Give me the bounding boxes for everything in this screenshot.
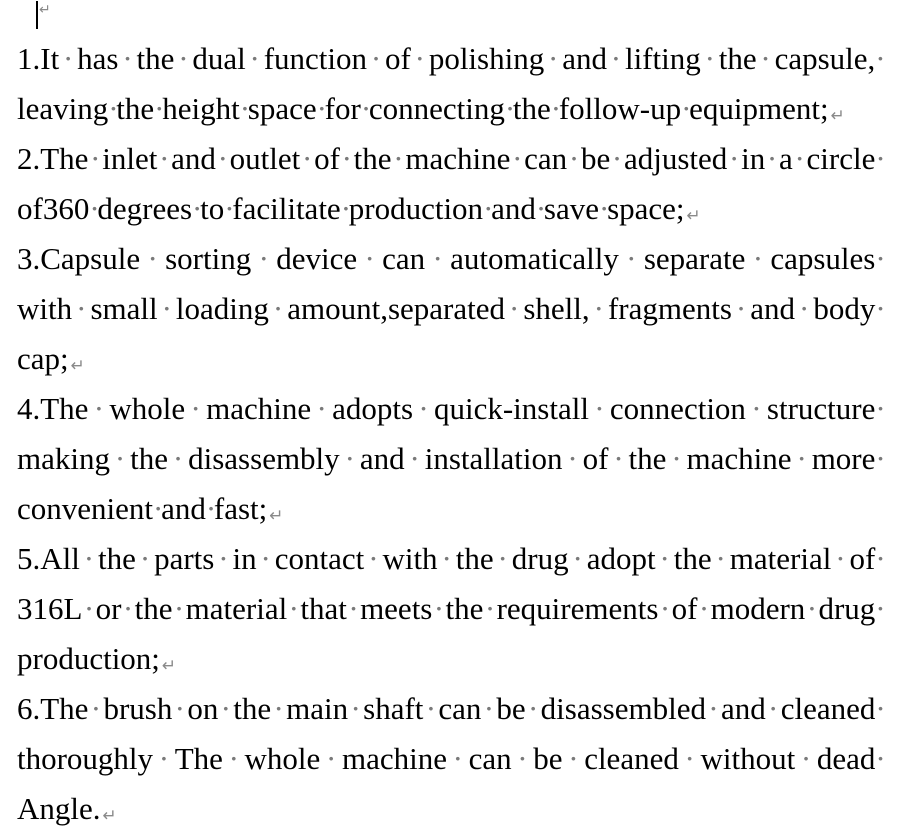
word: convenient xyxy=(17,491,154,526)
word: fast; xyxy=(213,491,268,526)
word: of xyxy=(849,541,876,576)
paragraph-mark-icon: ↵ xyxy=(70,356,85,376)
space-mark: · xyxy=(316,391,327,426)
space-mark: · xyxy=(158,741,170,776)
space-mark: · xyxy=(766,141,778,176)
word: making xyxy=(17,441,110,476)
space-mark: · xyxy=(698,591,710,626)
space-mark: · xyxy=(418,391,429,426)
space-mark: · xyxy=(249,41,260,76)
word: cleaned xyxy=(780,691,876,726)
space-mark: · xyxy=(83,591,95,626)
word: of xyxy=(582,441,609,476)
space-mark: · xyxy=(593,291,604,326)
word: be xyxy=(496,691,526,726)
space-mark: · xyxy=(76,291,87,326)
word: of xyxy=(314,141,340,176)
word: to xyxy=(200,191,225,226)
paragraph-mark-icon: ↵ xyxy=(830,106,845,126)
word: be xyxy=(533,741,563,776)
word: or xyxy=(95,591,122,626)
space-mark: · xyxy=(217,141,228,176)
space-mark: · xyxy=(484,591,496,626)
space-mark: · xyxy=(875,291,886,326)
word: cleaned xyxy=(584,741,679,776)
space-mark: · xyxy=(139,541,151,576)
space-mark: · xyxy=(161,291,172,326)
word: quick-install xyxy=(433,391,589,426)
space-mark: · xyxy=(288,591,299,626)
word: 3.Capsule xyxy=(17,241,141,276)
space-mark: · xyxy=(751,391,762,426)
text-line[interactable] xyxy=(17,284,884,334)
space-mark: · xyxy=(517,741,528,776)
word: shaft xyxy=(363,691,424,726)
word: of xyxy=(671,591,698,626)
space-mark: · xyxy=(409,441,420,476)
word: meets xyxy=(360,591,433,626)
text-line[interactable] xyxy=(17,734,884,784)
word: can xyxy=(524,141,568,176)
word: drug xyxy=(818,591,876,626)
space-mark: · xyxy=(63,41,74,76)
space-mark: · xyxy=(93,391,105,426)
paragraph-mark-icon: ↵ xyxy=(269,506,284,526)
space-mark: · xyxy=(568,741,579,776)
paragraph-mark-icon: ↵ xyxy=(39,2,51,18)
word: disassembled xyxy=(540,691,706,726)
word: thoroughly xyxy=(17,741,154,776)
space-mark: · xyxy=(122,41,133,76)
space-mark: · xyxy=(659,541,670,576)
word: the xyxy=(673,541,712,576)
word: the xyxy=(116,91,155,126)
space-mark: · xyxy=(272,291,284,326)
space-mark: · xyxy=(568,141,580,176)
word: for xyxy=(324,91,361,126)
word: space; xyxy=(607,191,685,226)
space-mark: · xyxy=(599,191,610,226)
word: adopts xyxy=(332,391,414,426)
word: 5.All xyxy=(17,541,80,576)
word: and xyxy=(750,291,795,326)
space-mark: · xyxy=(684,741,695,776)
space-mark: · xyxy=(610,41,622,76)
text-line[interactable] xyxy=(17,534,884,584)
word: without xyxy=(700,741,796,776)
word: save xyxy=(543,191,600,226)
word: polishing xyxy=(428,41,545,76)
word: and xyxy=(161,491,206,526)
space-mark: · xyxy=(340,191,352,226)
word: leaving xyxy=(17,91,109,126)
word: parts xyxy=(154,541,215,576)
space-mark: · xyxy=(875,141,886,176)
space-mark: · xyxy=(414,41,425,76)
space-mark: · xyxy=(114,441,126,476)
word: dual xyxy=(192,41,246,76)
word: brush xyxy=(103,691,173,726)
space-mark: · xyxy=(806,591,818,626)
space-mark: · xyxy=(90,141,101,176)
space-mark: · xyxy=(708,691,719,726)
space-mark: · xyxy=(800,741,812,776)
space-mark: · xyxy=(224,191,235,226)
word: of xyxy=(385,41,411,76)
space-mark: · xyxy=(364,241,375,276)
word: and xyxy=(491,191,536,226)
word: the xyxy=(718,41,757,76)
word: the xyxy=(628,441,667,476)
word: device xyxy=(276,241,358,276)
word: with xyxy=(17,291,73,326)
word: the xyxy=(445,591,484,626)
word: the xyxy=(512,91,551,126)
word: Angle. xyxy=(17,791,101,826)
space-mark: · xyxy=(729,141,740,176)
space-mark: · xyxy=(348,591,359,626)
space-mark: · xyxy=(178,41,189,76)
word: the xyxy=(136,41,175,76)
space-mark: · xyxy=(173,591,185,626)
text-line[interactable] xyxy=(17,484,884,534)
word: outlet xyxy=(229,141,301,176)
space-mark: · xyxy=(432,241,443,276)
word: 4.The xyxy=(17,391,89,426)
text-line[interactable] xyxy=(17,34,884,84)
space-mark: · xyxy=(174,691,185,726)
space-mark: · xyxy=(611,141,623,176)
space-mark: · xyxy=(122,591,134,626)
paragraph-mark-icon: ↵ xyxy=(686,206,701,226)
word: can xyxy=(438,691,482,726)
space-mark: · xyxy=(154,91,165,126)
paragraph-mark-icon: ↵ xyxy=(102,806,117,826)
word: sorting xyxy=(165,241,252,276)
space-mark: · xyxy=(504,91,516,126)
word: drug xyxy=(511,541,569,576)
space-mark: · xyxy=(796,441,807,476)
space-mark: · xyxy=(83,541,95,576)
space-mark: · xyxy=(671,441,682,476)
word: the xyxy=(353,141,392,176)
space-mark: · xyxy=(681,91,692,126)
word: separate xyxy=(643,241,746,276)
space-mark: · xyxy=(835,541,846,576)
word: cap; xyxy=(17,341,69,376)
word: production; xyxy=(17,641,160,676)
space-mark: · xyxy=(483,191,494,226)
space-mark: · xyxy=(704,41,715,76)
word: height xyxy=(162,91,240,126)
word: lifting xyxy=(624,41,701,76)
space-mark: · xyxy=(368,541,379,576)
word: the xyxy=(455,541,494,576)
text-line[interactable] xyxy=(17,84,884,134)
word: adopt xyxy=(586,541,656,576)
word: can xyxy=(382,241,426,276)
word: that xyxy=(300,591,347,626)
word: adjusted xyxy=(623,141,728,176)
word: 2.The xyxy=(17,141,89,176)
word: in xyxy=(232,541,257,576)
text-line[interactable] xyxy=(17,584,884,634)
word: on xyxy=(187,691,219,726)
word: disassembly xyxy=(188,441,340,476)
space-mark: · xyxy=(341,141,352,176)
space-mark: · xyxy=(875,441,886,476)
space-mark: · xyxy=(425,691,437,726)
space-mark: · xyxy=(441,541,452,576)
word: and xyxy=(720,691,766,726)
space-mark: · xyxy=(218,541,229,576)
word: of360 xyxy=(17,191,90,226)
word: The xyxy=(174,741,223,776)
space-mark: · xyxy=(260,541,271,576)
text-line[interactable] xyxy=(17,384,884,434)
word: machine xyxy=(341,741,447,776)
space-mark: · xyxy=(190,391,201,426)
word: machine xyxy=(405,141,511,176)
space-mark: · xyxy=(205,491,217,526)
text-line[interactable] xyxy=(17,684,884,734)
word: has xyxy=(77,41,119,76)
space-mark: · xyxy=(548,41,559,76)
word: circle xyxy=(806,141,876,176)
word: function xyxy=(263,41,368,76)
word: connection xyxy=(609,391,746,426)
word: machine xyxy=(206,391,312,426)
word: 6.The xyxy=(17,691,89,726)
space-mark: · xyxy=(875,41,886,76)
word: whole xyxy=(244,741,321,776)
space-mark: · xyxy=(613,441,624,476)
word: 1.It xyxy=(17,41,60,76)
space-mark: · xyxy=(360,91,372,126)
paragraph-mark-icon: ↵ xyxy=(161,656,177,676)
word: material xyxy=(185,591,288,626)
word: body xyxy=(813,291,876,326)
word: more xyxy=(811,441,876,476)
word: and xyxy=(562,41,607,76)
text-line[interactable] xyxy=(17,234,884,284)
space-mark: · xyxy=(192,191,203,226)
space-mark: · xyxy=(258,241,269,276)
text-line[interactable] xyxy=(17,784,884,834)
word: degrees xyxy=(97,191,193,226)
space-mark: · xyxy=(302,141,313,176)
word: modern xyxy=(710,591,806,626)
word: the xyxy=(233,691,272,726)
space-mark: · xyxy=(273,691,284,726)
word: installation xyxy=(424,441,563,476)
word: whole xyxy=(109,391,186,426)
space-mark: · xyxy=(760,41,771,76)
word: amount,separated xyxy=(287,291,506,326)
space-mark: · xyxy=(90,691,102,726)
space-mark: · xyxy=(528,691,539,726)
word: machine xyxy=(686,441,792,476)
space-mark: · xyxy=(768,691,779,726)
space-mark: · xyxy=(228,741,239,776)
text-line[interactable] xyxy=(17,334,884,384)
word: equipment; xyxy=(689,91,829,126)
space-mark: · xyxy=(735,291,747,326)
space-mark: · xyxy=(798,291,810,326)
space-mark: · xyxy=(512,141,523,176)
word: capsule, xyxy=(774,41,876,76)
word: dead xyxy=(816,741,876,776)
word: material xyxy=(729,541,832,576)
word: and xyxy=(359,441,405,476)
word: the xyxy=(98,541,136,576)
word: can xyxy=(468,741,512,776)
space-mark: · xyxy=(875,741,886,776)
text-line[interactable] xyxy=(17,134,884,184)
word: small xyxy=(90,291,158,326)
word: structure xyxy=(766,391,876,426)
word: be xyxy=(580,141,611,176)
word: fragments xyxy=(607,291,732,326)
space-mark: · xyxy=(572,541,583,576)
space-mark: · xyxy=(794,141,805,176)
space-mark: · xyxy=(159,141,170,176)
space-mark: · xyxy=(239,91,251,126)
space-mark: · xyxy=(594,391,605,426)
space-mark: · xyxy=(875,391,886,426)
word: with xyxy=(382,541,438,576)
word: facilitate xyxy=(232,191,341,226)
word: a xyxy=(778,141,793,176)
word: the xyxy=(130,441,168,476)
space-mark: · xyxy=(89,191,100,226)
space-mark: · xyxy=(393,141,404,176)
space-mark: · xyxy=(452,741,463,776)
space-mark: · xyxy=(550,91,562,126)
space-mark: · xyxy=(567,441,578,476)
space-mark: · xyxy=(659,591,671,626)
word: capsules xyxy=(770,241,876,276)
word: connecting xyxy=(368,91,505,126)
space-mark: · xyxy=(875,691,886,726)
word: inlet xyxy=(102,141,158,176)
space-mark: · xyxy=(626,241,637,276)
text-line[interactable] xyxy=(17,634,884,684)
space-mark: · xyxy=(875,541,886,576)
space-mark: · xyxy=(147,241,158,276)
text-line[interactable] xyxy=(17,434,884,484)
word: shell, xyxy=(523,291,590,326)
space-mark: · xyxy=(220,691,231,726)
space-mark: · xyxy=(172,441,184,476)
word: the xyxy=(134,591,173,626)
word: contact xyxy=(274,541,365,576)
space-mark: · xyxy=(875,241,886,276)
word: follow-up xyxy=(558,91,682,126)
text-line[interactable] xyxy=(17,184,884,234)
word: production xyxy=(348,191,484,226)
space-mark: · xyxy=(535,191,547,226)
word: requirements xyxy=(496,591,659,626)
word: space xyxy=(247,91,317,126)
word: in xyxy=(741,141,766,176)
space-mark: · xyxy=(370,41,382,76)
space-mark: · xyxy=(344,441,355,476)
space-mark: · xyxy=(752,241,764,276)
space-mark: · xyxy=(108,91,119,126)
word: main xyxy=(286,691,349,726)
space-mark: · xyxy=(433,591,445,626)
word: and xyxy=(171,141,216,176)
space-mark: · xyxy=(153,491,164,526)
space-mark: · xyxy=(497,541,508,576)
space-mark: · xyxy=(325,741,337,776)
space-mark: · xyxy=(316,91,327,126)
space-mark: · xyxy=(509,291,520,326)
space-mark: · xyxy=(350,691,361,726)
space-mark: · xyxy=(875,591,886,626)
space-mark: · xyxy=(483,691,495,726)
word: automatically xyxy=(450,241,619,276)
word: 316L xyxy=(17,591,83,626)
space-mark: · xyxy=(715,541,726,576)
word: loading xyxy=(175,291,269,326)
